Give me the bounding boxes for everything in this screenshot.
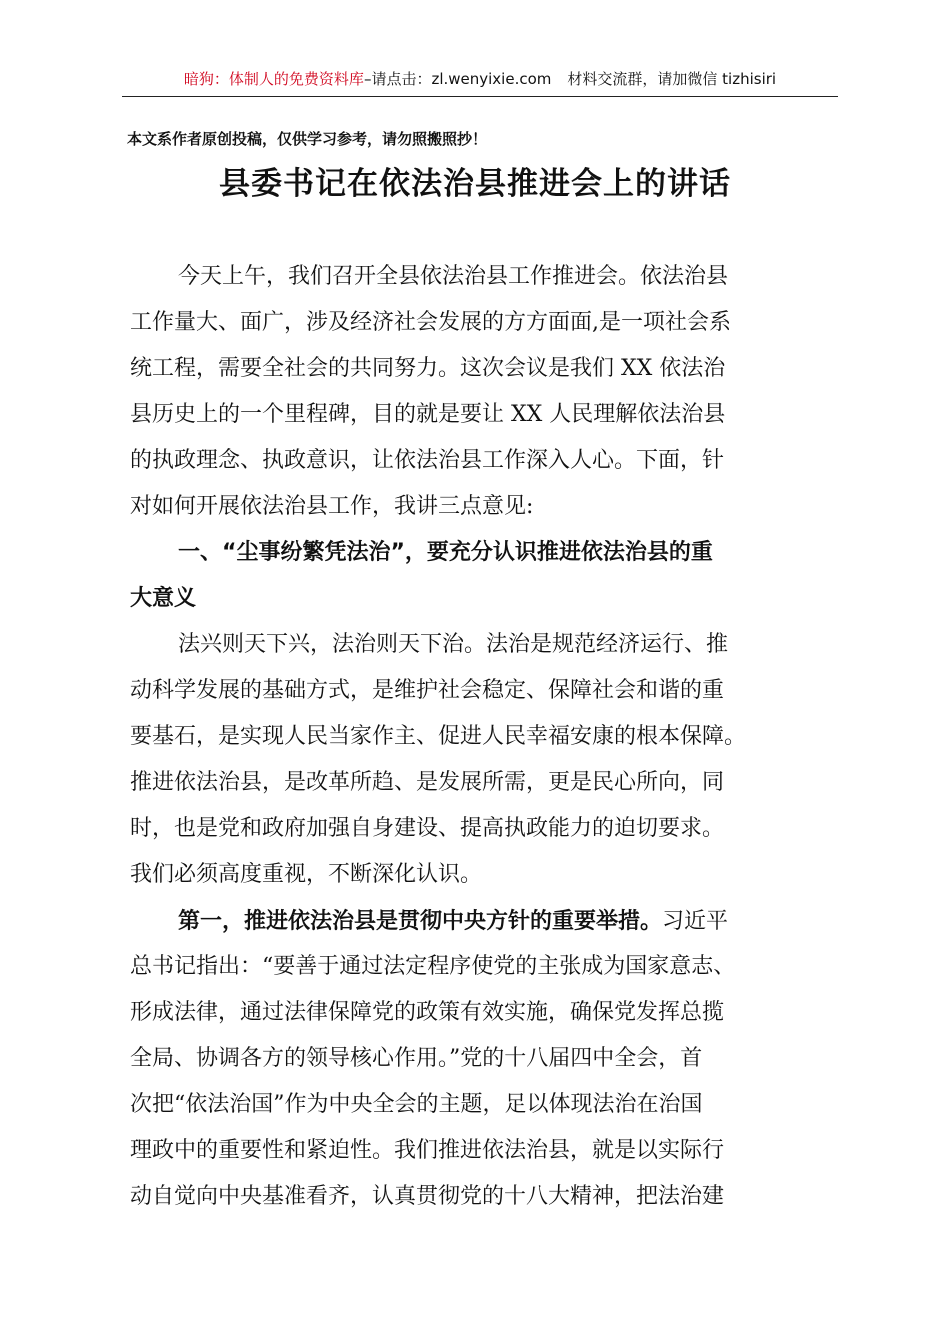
document-body (130, 254, 850, 1220)
paragraph-line: 统工程，需要全社会的共同努力。这次会议是我们 XX 依法治 (130, 356, 726, 381)
paragraph-line: 要基石，是实现人民当家作主、促进人民幸福安康的根本保障。 (130, 724, 747, 749)
paragraph-line: 工作量大、面广，涉及经济社会发展的方方面面,是一项社会系 (130, 310, 731, 335)
paragraph-line: 全局、协调各方的领导核心作用。”党的十八届四中全会，首 (130, 1046, 703, 1071)
subsection-lead-bold: 第一，推进依法治县是贯彻中央方针的重要举措。 (178, 908, 663, 934)
paragraph-line: 今天上午，我们召开全县依法治县工作推进会。依法治县 (178, 264, 729, 289)
header-divider (122, 96, 838, 97)
header-contact: 材料交流群，请加微信 tizhisiri (567, 70, 777, 88)
paragraph-line: 推进依法治县，是改革所趋、是发展所需，更是民心所向，同 (130, 770, 725, 795)
paragraph-line: 法兴则天下兴，法治则天下治。法治是规范经济运行、推 (178, 632, 729, 657)
header-site-name: 暗狗：体制人的免费资料库 (183, 70, 364, 88)
paragraph-line: 动科学发展的基础方式，是维护社会稳定、保障社会和谐的重 (130, 678, 725, 703)
paragraph-line: 对如何开展依法治县工作，我讲三点意见: (130, 494, 534, 519)
paragraph-line: 动自觉向中央基准看齐，认真贯彻党的十八大精神，把法治建 (130, 1184, 725, 1209)
paragraph-line: 的执政理念、执政意识，让依法治县工作深入人心。下面，针 (130, 448, 725, 473)
copyright-notice: 本文系作者原创投稿，仅供学习参考，请勿照搬照抄！ (127, 130, 488, 148)
header-url-link[interactable]: zl.wenyixie.com (431, 70, 552, 88)
paragraph-line: 形成法律，通过法律保障党的政策有效实施，确保党发挥总揽 (130, 1000, 725, 1025)
paragraph-line: 时，也是党和政府加强自身建设、提高执政能力的迫切要求。 (130, 816, 725, 841)
page-title: 县委书记在依法治县推进会上的讲话 (219, 166, 731, 202)
header-click-prompt: –请点击： (363, 70, 432, 88)
paragraph-line: 总书记指出：“要善于通过法定程序使党的主张成为国家意志、 (130, 954, 736, 979)
paragraph-line (130, 898, 850, 944)
section-heading-1-cont: 大意义 (130, 586, 197, 611)
subsection-lead-rest: 习近平 (662, 909, 729, 934)
paragraph-line: 次把“依法治国”作为中央全会的主题，足以体现法治在治国 (130, 1092, 703, 1117)
paragraph-line: 县历史上的一个里程碑，目的就是要让 XX 人民理解依法治县 (130, 402, 726, 427)
section-heading-1: 一、“尘事纷繁凭法治”，要充分认识推进依法治县的重 (178, 540, 713, 565)
paragraph-line: 我们必须高度重视，不断深化认识。 (130, 862, 483, 887)
paragraph-line: 理政中的重要性和紧迫性。我们推进依法治县，就是以实际行 (130, 1138, 725, 1163)
page-header (122, 68, 838, 90)
